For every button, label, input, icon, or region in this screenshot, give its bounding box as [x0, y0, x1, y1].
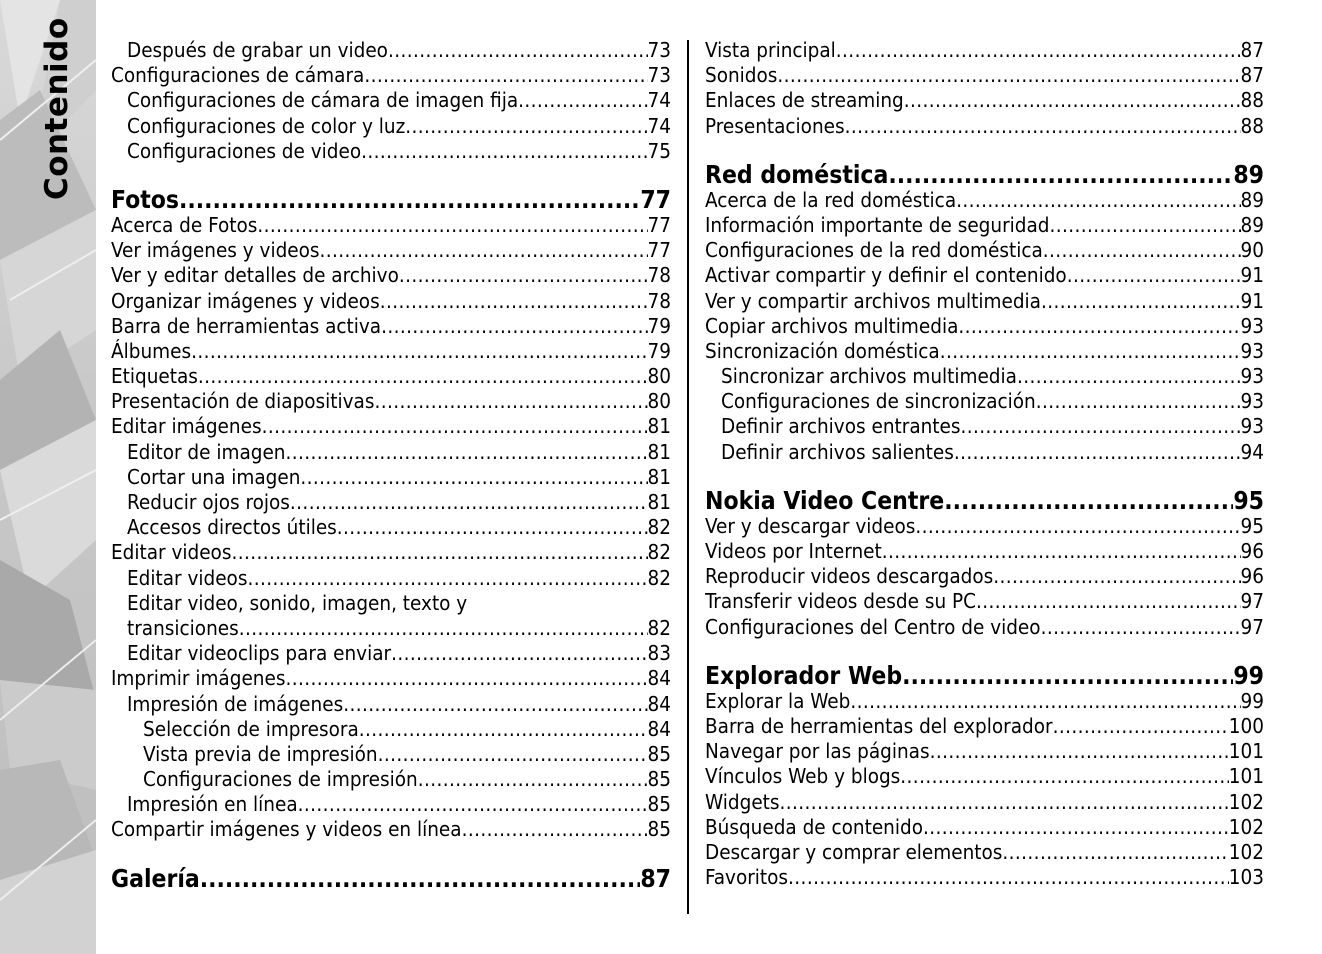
dot-leader	[179, 186, 640, 213]
toc-entry	[111, 339, 671, 364]
dot-leader	[518, 88, 647, 113]
toc-page-number: 79	[647, 313, 671, 338]
toc-page-number: 91	[1240, 288, 1264, 313]
toc-page-number: 78	[647, 263, 671, 288]
toc-entry	[705, 589, 1264, 614]
toc-entry	[111, 641, 671, 666]
toc-entry-title: Etiquetas	[111, 364, 198, 389]
toc-entry	[111, 314, 671, 339]
toc-page-number: 84	[647, 716, 671, 741]
toc-entry-title: Configuraciones de video	[127, 138, 362, 163]
toc-entry-title: Ver y editar detalles de archivo	[111, 263, 399, 288]
dot-leader	[361, 139, 647, 164]
toc-entry	[705, 414, 1264, 439]
dot-leader	[391, 641, 647, 666]
toc-page-number: 102	[1228, 789, 1264, 814]
toc-entry-title: Definir archivos salientes	[721, 439, 954, 464]
toc-entry	[705, 238, 1264, 263]
dot-leader	[462, 817, 648, 842]
toc-entry	[705, 764, 1264, 789]
toc-page-number: 87	[1240, 63, 1264, 88]
toc-entry	[705, 539, 1264, 564]
toc-entry-title: Sonidos	[705, 63, 778, 88]
toc-entry-title: Configuraciones de cámara	[111, 63, 365, 88]
toc-page-number: 88	[1240, 88, 1264, 113]
toc-entry	[111, 817, 671, 842]
toc-entry-title: Vista principal	[705, 38, 836, 62]
toc-entry	[705, 389, 1264, 414]
toc-entry	[705, 88, 1264, 113]
toc-entry	[705, 38, 1264, 63]
toc-entry-title: Nokia Video Centre	[705, 486, 945, 514]
toc-page-number: 77	[640, 185, 671, 213]
toc-entry-title: Acerca de Fotos	[111, 212, 258, 237]
toc-page-number: 94	[1240, 439, 1264, 464]
dot-leader	[1036, 389, 1241, 414]
toc-page-number: 81	[647, 464, 671, 489]
toc-page-number: 101	[1228, 739, 1264, 764]
toc-entry	[111, 566, 671, 591]
dot-leader	[1053, 714, 1229, 739]
toc-entry	[111, 114, 671, 139]
toc-entry	[111, 767, 671, 792]
toc-entry-title: Ver y compartir archivos multimedia	[705, 288, 1041, 313]
dot-leader	[900, 764, 1229, 789]
toc-entry-title: Enlaces de streaming	[705, 88, 904, 113]
toc-page-number: 87	[1240, 38, 1264, 62]
toc-entry	[111, 792, 671, 817]
toc-entry-title: Widgets	[705, 789, 780, 814]
dot-leader	[405, 114, 647, 139]
toc-entry	[705, 739, 1264, 764]
toc-entry	[705, 714, 1264, 739]
toc-page-number: 99	[1233, 661, 1264, 689]
dot-leader	[191, 339, 647, 364]
toc-page-number: 82	[647, 540, 671, 565]
toc-entry	[705, 289, 1264, 314]
toc-entry-title: Editar videos	[111, 540, 232, 565]
toc-page-number: 83	[647, 641, 671, 666]
dot-leader	[923, 815, 1229, 840]
toc-entry-title: Información importante de seguridad	[705, 212, 1050, 237]
toc-entry-title: Vista previa de impresión	[143, 741, 378, 766]
toc-entry-title: Editar video, sonido, imagen, texto y	[127, 590, 468, 615]
toc-page-number: 73	[647, 38, 671, 62]
toc-entry-title: Editar imágenes	[111, 414, 262, 439]
sidebar-decoration	[0, 0, 96, 954]
toc-page-number: 79	[647, 338, 671, 363]
dot-leader	[257, 213, 647, 238]
toc-entry-title: Búsqueda de contenido	[705, 814, 923, 839]
dot-leader	[902, 662, 1233, 689]
toc-page-number: 73	[647, 63, 671, 88]
toc-entry	[705, 790, 1264, 815]
toc-entry	[111, 540, 671, 565]
toc-page-number: 84	[647, 691, 671, 716]
toc-entry-title: Barra de herramientas activa	[111, 313, 382, 338]
dot-leader	[1043, 238, 1241, 263]
toc-entry	[705, 63, 1264, 88]
toc-entry-title: Sincronización doméstica	[705, 338, 940, 363]
toc-entry	[705, 263, 1264, 288]
dot-leader	[940, 339, 1241, 364]
toc-entry	[111, 139, 671, 164]
dot-leader	[888, 161, 1233, 188]
toc-page-number: 99	[1240, 688, 1264, 713]
toc-page-number: 95	[1233, 486, 1264, 514]
dot-leader	[961, 414, 1241, 439]
toc-page-number: 77	[647, 212, 671, 237]
toc-entry-title: Definir archivos entrantes	[721, 414, 961, 439]
toc-entry	[705, 865, 1264, 890]
toc-entry-title: Configuraciones del Centro de video	[705, 614, 1041, 639]
dot-leader	[399, 263, 648, 288]
toc-entry-title: Red doméstica	[705, 160, 889, 188]
toc-entry-title: Editar videoclips para enviar	[127, 641, 392, 666]
toc-entry-title: Configuraciones de cámara de imagen fija	[127, 88, 519, 113]
toc-entry	[111, 515, 671, 540]
toc-entry	[111, 465, 671, 490]
toc-page-number: 87	[640, 864, 671, 892]
toc-entry	[111, 490, 671, 515]
toc-entry-title: Presentaciones	[705, 113, 845, 138]
toc-right-column	[705, 38, 1264, 890]
toc-page-number: 85	[647, 741, 671, 766]
toc-page-number: 97	[1240, 614, 1264, 639]
dot-leader	[364, 63, 647, 88]
toc-page-number: 90	[1240, 238, 1264, 263]
toc-entry-title: Activar compartir y definir el contenido	[705, 263, 1067, 288]
toc-entry	[705, 339, 1264, 364]
toc-entry-title: Vínculos Web y blogs	[705, 764, 901, 789]
dot-leader	[320, 238, 648, 263]
toc-entry-title: Editor de imagen	[127, 439, 286, 464]
dot-leader	[915, 514, 1240, 539]
toc-page-number: 80	[647, 389, 671, 414]
toc-page-number: 81	[647, 490, 671, 514]
toc-entry	[111, 414, 671, 439]
dot-leader	[239, 616, 648, 641]
toc-entry-title: Selección de impresora	[143, 716, 359, 741]
dot-leader	[777, 63, 1240, 88]
toc-entry	[111, 238, 671, 263]
column-divider	[687, 40, 689, 914]
toc-entry-title: Reducir ojos rojos	[127, 490, 290, 514]
toc-page-number: 84	[647, 666, 671, 691]
toc-entry-title: Favoritos	[705, 865, 789, 890]
toc-entry	[111, 666, 671, 691]
toc-page-number: 93	[1240, 338, 1264, 363]
dot-leader	[380, 289, 648, 314]
toc-entry	[111, 742, 671, 767]
toc-page-number: 85	[647, 792, 671, 817]
toc-page-number: 97	[1240, 589, 1264, 614]
toc-page-number: 101	[1228, 764, 1264, 789]
toc-section-heading	[705, 487, 1264, 514]
toc-page-number: 96	[1240, 564, 1264, 589]
toc-entry-title: Accesos directos útiles	[127, 515, 337, 540]
dot-leader	[780, 790, 1229, 815]
toc-entry	[111, 88, 671, 113]
toc-page-number: 93	[1240, 313, 1264, 338]
dot-leader	[1017, 364, 1241, 389]
sidebar-title: Contenido	[39, 17, 75, 200]
dot-leader	[200, 865, 641, 892]
toc-entry	[111, 616, 671, 641]
dot-leader	[1050, 213, 1241, 238]
toc-entry-title: Después de grabar un video	[127, 38, 388, 62]
dot-leader	[882, 539, 1241, 564]
toc-entry-title: Configuraciones de sincronización	[721, 389, 1036, 414]
toc-entry-title: Presentación de diapositivas	[111, 389, 375, 414]
toc-entry	[111, 591, 671, 616]
toc-entry	[111, 364, 671, 389]
toc-entry-title: Explorar la Web	[705, 688, 851, 713]
toc-page-number: 93	[1240, 364, 1264, 389]
toc-page-number: 78	[647, 288, 671, 313]
toc-entry-title: Sincronizar archivos multimedia	[721, 364, 1017, 389]
toc-page-number: 85	[647, 767, 671, 792]
toc-entry-title: transiciones	[127, 615, 239, 640]
toc-entry	[111, 38, 671, 63]
toc-page-number: 102	[1228, 839, 1264, 864]
toc-section-heading	[705, 161, 1264, 188]
toc-page-number: 74	[647, 88, 671, 113]
toc-entry-title: Descargar y comprar elementos	[705, 839, 1003, 864]
toc-entry	[111, 63, 671, 88]
toc-left-column	[111, 38, 671, 892]
dot-leader	[378, 742, 648, 767]
toc-section-heading	[111, 186, 671, 213]
toc-page-number: 85	[647, 817, 671, 842]
toc-entry	[705, 815, 1264, 840]
dot-leader	[298, 792, 648, 817]
toc-page-number: 93	[1240, 389, 1264, 414]
toc-page-number: 89	[1240, 212, 1264, 237]
toc-page-number: 82	[647, 615, 671, 640]
toc-entry-title: Álbumes	[111, 338, 192, 363]
toc-section-heading	[705, 662, 1264, 689]
dot-leader	[850, 689, 1240, 714]
dot-leader	[337, 515, 648, 540]
toc-entry-title: Ver imágenes y videos	[111, 238, 320, 263]
toc-entry	[111, 213, 671, 238]
toc-page-number: 96	[1240, 539, 1264, 563]
toc-entry-title: Imprimir imágenes	[111, 666, 286, 691]
toc-page-number: 82	[647, 515, 671, 540]
dot-leader	[285, 666, 647, 691]
dot-leader	[231, 540, 647, 565]
dot-leader	[904, 88, 1241, 113]
toc-entry-title: Editar videos	[127, 565, 248, 590]
toc-entry	[111, 440, 671, 465]
toc-entry-title: Barra de herramientas del explorador	[705, 713, 1053, 738]
dot-leader	[956, 188, 1240, 213]
dot-leader	[1002, 840, 1228, 865]
dot-leader	[247, 566, 647, 591]
toc-entry-title: Transferir videos desde su PC	[705, 589, 976, 614]
dot-leader	[290, 490, 648, 515]
dot-leader	[381, 314, 647, 339]
toc-entry	[111, 389, 671, 414]
toc-entry	[705, 840, 1264, 865]
toc-page-number: 88	[1240, 113, 1264, 138]
dot-leader	[993, 564, 1240, 589]
toc-page-number: 81	[647, 439, 671, 464]
dot-leader	[944, 487, 1233, 514]
toc-entry	[705, 314, 1264, 339]
toc-page-number: 103	[1228, 865, 1264, 890]
toc-section-heading	[111, 865, 671, 892]
toc-entry-title: Configuraciones de color y luz	[127, 113, 406, 138]
toc-entry	[705, 440, 1264, 465]
toc-page-number: 100	[1228, 713, 1264, 738]
toc-entry-title: Copiar archivos multimedia	[705, 313, 959, 338]
toc-page-number: 89	[1233, 160, 1264, 188]
toc-entry	[111, 263, 671, 288]
toc-entry-title: Impresión de imágenes	[127, 691, 344, 716]
toc-page-number: 81	[647, 414, 671, 439]
toc-page-number: 102	[1228, 814, 1264, 839]
toc-entry-title: Organizar imágenes y videos	[111, 288, 380, 313]
toc-page-number: 75	[647, 138, 671, 163]
dot-leader	[388, 38, 648, 63]
toc-page-number: 89	[1240, 187, 1264, 212]
toc-entry-title: Explorador Web	[705, 661, 903, 689]
dot-leader	[374, 389, 647, 414]
dot-leader	[300, 465, 647, 490]
toc-entry	[111, 717, 671, 742]
toc-page-number: 77	[647, 238, 671, 263]
dot-leader	[1041, 289, 1241, 314]
toc-page-number: 82	[647, 565, 671, 590]
dot-leader	[958, 314, 1240, 339]
toc-entry-title: Cortar una imagen	[127, 464, 301, 489]
toc-entry-title: Fotos	[111, 185, 180, 213]
dot-leader	[788, 865, 1229, 890]
dot-leader	[262, 414, 648, 439]
toc-entry	[705, 689, 1264, 714]
dot-leader	[1041, 615, 1241, 640]
toc-page-number: 91	[1240, 263, 1264, 288]
toc-entry	[705, 364, 1264, 389]
toc-entry-title: Reproducir videos descargados	[705, 564, 994, 589]
toc-page-number: 80	[647, 364, 671, 389]
toc-entry	[705, 615, 1264, 640]
toc-entry	[705, 514, 1264, 539]
dot-leader	[343, 692, 647, 717]
toc-entry-title: Navegar por las páginas	[705, 739, 930, 764]
toc-entry-title: Configuraciones de impresión	[143, 767, 418, 792]
toc-page-number: 74	[647, 113, 671, 138]
toc-entry-title: Impresión en línea	[127, 792, 298, 817]
dot-leader	[836, 38, 1241, 63]
toc-entry	[705, 188, 1264, 213]
dot-leader	[976, 589, 1241, 614]
dot-leader	[930, 739, 1229, 764]
dot-leader	[359, 717, 648, 742]
toc-entry	[111, 289, 671, 314]
dot-leader	[286, 440, 648, 465]
toc-page-number: 95	[1240, 513, 1264, 538]
toc-entry	[705, 213, 1264, 238]
toc-entry-title: Configuraciones de la red doméstica	[705, 238, 1043, 263]
toc-entry-title: Galería	[111, 864, 200, 892]
toc-entry-title: Videos por Internet	[705, 539, 882, 563]
dot-leader	[198, 364, 648, 389]
toc-entry-title: Compartir imágenes y videos en línea	[111, 817, 462, 842]
dot-leader	[1067, 263, 1241, 288]
toc-entry	[111, 692, 671, 717]
dot-leader	[954, 440, 1241, 465]
toc-entry-title: Acerca de la red doméstica	[705, 187, 957, 212]
toc-entry	[705, 114, 1264, 139]
toc-entry-title: Ver y descargar videos	[705, 513, 916, 538]
toc-entry	[705, 564, 1264, 589]
toc-page-number: 93	[1240, 414, 1264, 439]
dot-leader	[845, 114, 1241, 139]
dot-leader	[418, 767, 648, 792]
